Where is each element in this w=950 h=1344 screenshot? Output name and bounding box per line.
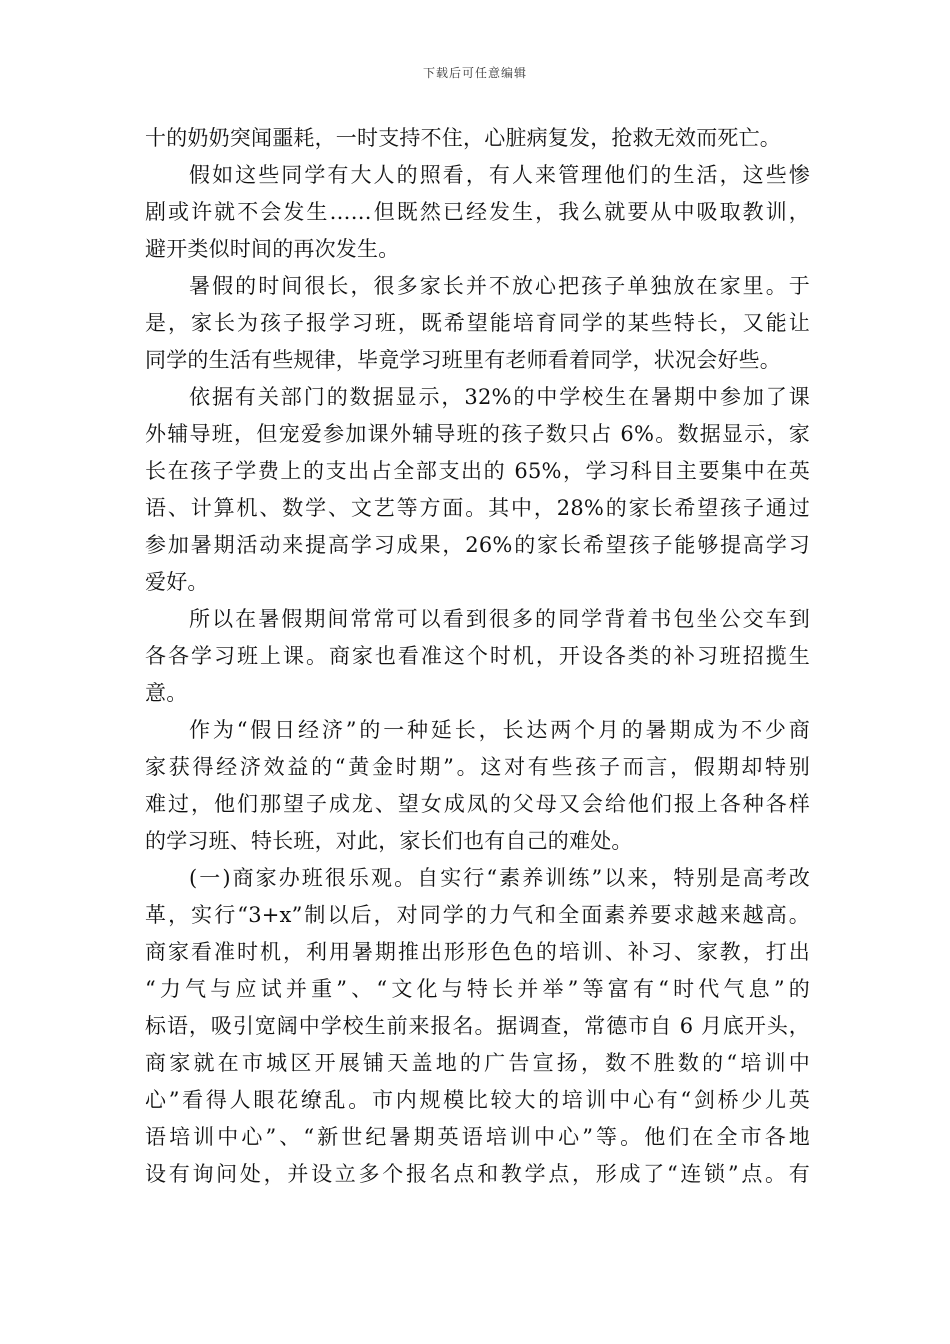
paragraph (145, 120, 810, 157)
text-line: “力气与应试并重”、“文化与特长并举”等富有“时代气息”的 (145, 977, 810, 1001)
text-line: 商家就在市城区开展铺天盖地的广告宣扬，数不胜数的“培训中 (145, 1051, 810, 1075)
text-line: 所以在暑假期间常常可以看到很多的同学背着书包坐公交车到 (189, 607, 810, 631)
text-line: 参加暑期活动来提高学习成果，26%的家长希望孩子能够提高学习 (145, 533, 810, 557)
text-line: 心”看得人眼花缭乱。市内规模比较大的培训中心有“剑桥少儿英 (145, 1088, 810, 1112)
text-line: 设有询问处，并设立多个报名点和教学点，形成了“连锁”点。有 (145, 1162, 810, 1186)
text-line: 十的奶奶突闻噩耗，一时支持不住，心脏病复发，抢救无效而死亡。 (145, 126, 781, 150)
text-line: 假如这些同学有大人的照看，有人来管理他们的生活，这些惨 (189, 163, 810, 187)
text-line: (一)商家办班很乐观。自实行“素养训练”以来，特别是高考改 (189, 866, 810, 890)
text-line: 剧或许就不会发生……但既然已经发生，我么就要从中吸取教训， (145, 200, 810, 224)
text-line: 外辅导班，但宠爱参加课外辅导班的孩子数只占 6%。数据显示，家 (145, 422, 810, 446)
text-line: 的学习班、特长班，对此，家长们也有自己的难处。 (145, 829, 633, 853)
text-line: 难过，他们那望子成龙、望女成凤的父母又会给他们报上各种各样 (145, 792, 810, 816)
page-header: 下载后可任意编辑 (422, 66, 527, 80)
text-line: 作为“假日经济”的一种延长，长达两个月的暑期成为不少商 (189, 718, 810, 742)
text-line: 各各学习班上课。商家也看准这个时机，开设各类的补习班招揽生 (145, 644, 810, 668)
paragraph (145, 860, 810, 1193)
paragraph (145, 268, 810, 379)
text-line: 家获得经济效益的“黄金时期”。这对有些孩子而言，假期却特别 (145, 755, 810, 779)
text-line: 是，家长为孩子报学习班，既希望能培育同学的某些特长，又能让 (145, 311, 810, 335)
paragraph (145, 157, 810, 268)
text-line: 革，实行“3+x”制以后，对同学的力气和全面素养要求越来越高。 (145, 903, 810, 927)
paragraph (145, 601, 810, 712)
text-line: 语培训中心”、“新世纪暑期英语培训中心”等。他们在全市各地 (145, 1125, 810, 1149)
text-line: 同学的生活有些规律，毕竟学习班里有老师看着同学，状况会好些。 (145, 348, 781, 372)
document-body (145, 120, 810, 1193)
text-line: 意。 (145, 681, 188, 705)
paragraph (145, 712, 810, 860)
text-line: 爱好。 (145, 570, 209, 594)
text-line: 避开类似时间的再次发生。 (145, 237, 400, 261)
text-line: 长在孩子学费上的支出占全部支出的 65%，学习科目主要集中在英 (145, 459, 810, 483)
text-line: 语、计算机、数学、文艺等方面。其中，28%的家长希望孩子通过 (145, 496, 810, 520)
text-line: 商家看准时机，利用暑期推出形形色色的培训、补习、家教，打出 (145, 940, 810, 964)
text-line: 依据有关部门的数据显示，32%的中学校生在暑期中参加了课 (189, 385, 810, 409)
paragraph (145, 379, 810, 601)
text-line: 暑假的时间很长，很多家长并不放心把孩子单独放在家里。于 (189, 274, 810, 298)
text-line: 标语，吸引宽阔中学校生前来报名。据调查，常德市自 6 月底开头， (145, 1014, 810, 1038)
